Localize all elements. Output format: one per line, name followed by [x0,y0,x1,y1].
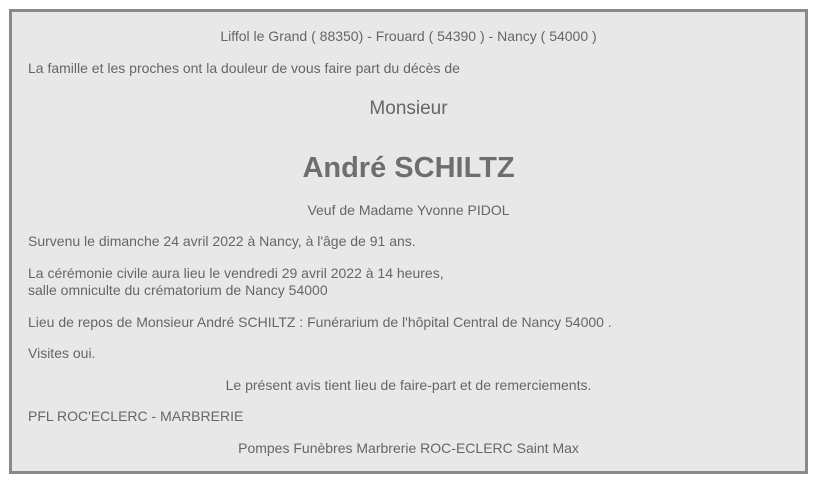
death-details: Survenu le dimanche 24 avril 2022 à Nancy, à l'âge de 91 ans. [28,233,416,249]
intro-text: La famille et les proches ont la douleur de vous faire part du décès de [28,60,460,76]
company-line-1: PFL ROC'ECLERC - MARBRERIE [28,408,244,424]
deceased-title: Monsieur [369,98,448,119]
ceremony-line-1: La cérémonie civile aura lieu le vendredi 29 avril 2022 à 14 heures, [28,265,444,281]
widow-of-line: Veuf de Madame Yvonne PIDOL [307,202,510,218]
visits-line: Visites oui. [28,345,96,361]
deceased-name: André SCHILTZ [302,152,515,184]
company-line-2: Pompes Funèbres Marbrerie ROC-ECLERC Saint Max [238,440,579,456]
acknowledgement-line: Le présent avis tient lieu de faire-part et de remerciements. [225,377,592,393]
rest-place-line: Lieu de repos de Monsieur André SCHILTZ : Funérarium de l'hôpital Central de Nancy 54000 . [28,314,612,330]
obituary-notice [9,9,808,474]
ceremony-line-2: salle omniculte du crématorium de Nancy 54000 [28,282,328,298]
locations-line: Liffol le Grand ( 88350) - Frouard ( 54390 ) - Nancy ( 54000 ) [220,28,597,44]
